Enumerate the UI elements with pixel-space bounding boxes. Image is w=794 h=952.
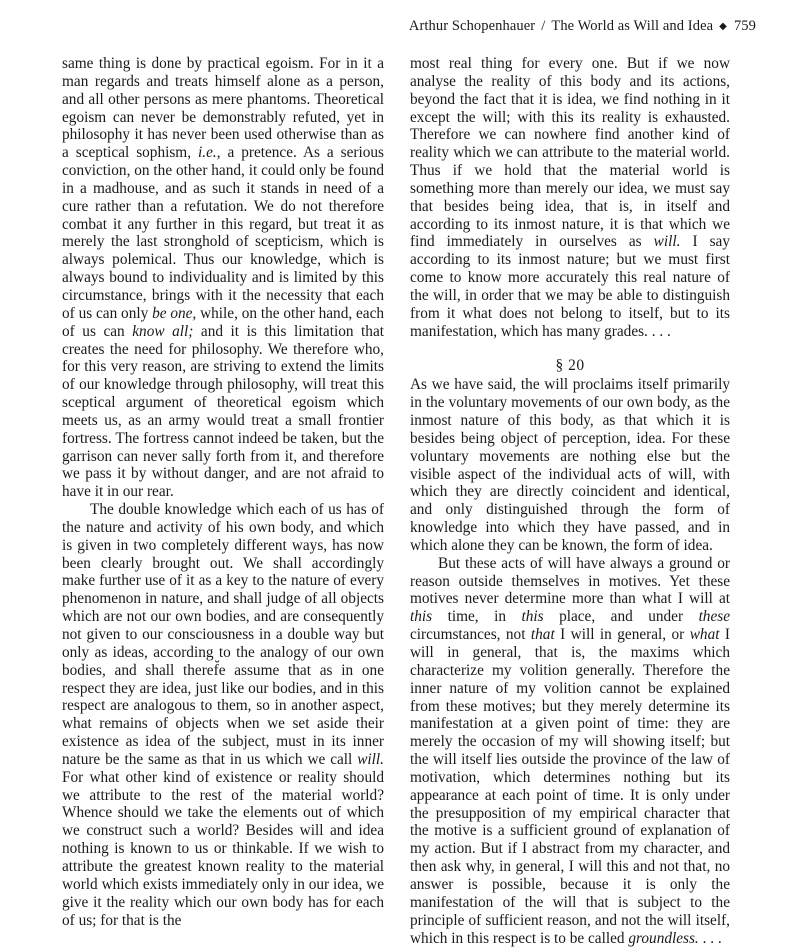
text-run: The double knowledge which each of us has of the nature and activity of his own body, and which is given in two completely different ways, has now been clearly brought out. We shall accordingly make further use of it as a key to the nature of every phenomenon in nature, and shall judge of all objects which are not our own bodies, and are consequently not given to our consciousness in a double way but only as ideas, according to the analogy of our own bodies, and shall theref̆e assume that as in one respect they are idea, just like our bodies, and in this respect are analogous to them, so in another aspect, what remains of objects when we set aside their existence as idea of the subject, must in its inner nature be the same as that in us which we call — [62, 501, 384, 768]
running-head — [409, 18, 756, 35]
right-paragraph-2: As we have said, the will proclaims itself primarily in the voluntary movements of our own body, as the inmost nature of this body, as that which it is besides being object of perception, idea. For these voluntary movements are nothing else but the visible aspect of the individual acts of will, with which they are directly coincident and identical, and only distinguished through the form of knowledge into which they have passed, and in which alone they can be known, the form of idea. — [410, 376, 730, 554]
italic-run: groundless. — [628, 929, 699, 947]
right-column — [410, 55, 730, 947]
left-column — [62, 55, 384, 929]
header-book-title: The World as Will and Idea — [551, 18, 714, 34]
text-run: most real thing for every one. But if we now analyse the reality of this body and its actions, beyond the fact that it is idea, we find nothing in it except the will; with this its reality is exhausted. Therefore we can nowhere find another kind of reality which we can attribute to the material world. Thus if we hold that the material world is something more than merely our idea, we must say that besides being idea, that is, in itself and according to its inmost nature, it is that which we find immediately in ourselves as — [410, 55, 730, 251]
text-run: while, on the other hand, each of us can — [62, 304, 385, 340]
text-run: . . . — [698, 929, 722, 947]
italic-run: know all; — [132, 322, 194, 340]
right-paragraph-1 — [410, 55, 730, 341]
text-run: But these acts of will have always a ground or reason outside themselves in motives. Yet these motives never determine more than what I will at — [410, 554, 730, 608]
italic-run: these — [698, 608, 730, 626]
header-author: Arthur Schopenhauer — [408, 18, 536, 34]
text-run: I will in general, that is, the maxims which characterize my volition generally. Therefore the inner nature of my volition cannot be explained from these motives; but they merely determine its manifestation at a given point of time: they are merely the occasion of my will showing itself; but the will itself lies outside the province of the law of motivation, which determines nothing but its appearance at each point of time. It is only under the presupposition of my empirical character that the motive is a sufficient ground of explanation of my action. But if I abstract from my character, and then ask why, in general, I will this and not that, no answer is possible, because it is only the manifestation of the will that is subject to the principle of sufficient reason, and not the will itself, which in this respect is to be called — [410, 626, 731, 947]
text-run: I will in general, or — [554, 626, 690, 644]
italic-run: will. — [357, 750, 384, 768]
italic-run: that — [530, 626, 555, 644]
text-run: For what other kind of existence or reality should we attribute to the rest of the material world? Whence should we take the elements out of which we construct such a world? Besides will and idea nothing is known to us or thinkable. If we wish to attribute the greatest known reality to the material world which exists immediately only in our idea, we give it the reality which our own body has for each of us; for that is the — [62, 768, 384, 929]
section-heading: § 20 — [555, 356, 585, 374]
diamond-ornament-icon: ◆ — [719, 21, 727, 32]
italic-run: this — [521, 608, 544, 626]
left-paragraph-1 — [62, 55, 384, 501]
italic-run: what — [689, 626, 720, 644]
italic-run: this — [410, 608, 433, 626]
header-separator: / — [541, 18, 546, 34]
text-run: place, and under — [543, 608, 699, 626]
left-paragraph-2 — [62, 501, 384, 929]
text-run: a pretence. As a serious conviction, on the other hand, it could only be found in a madhouse, and as such it stands in need of a cure rather than a refutation. We do not therefore combat it any further in this regard, but treat it as merely the last stronghold of scepticism, which is always polemical. Thus our knowledge, which is always bound to individuality and is limited by this circumstance, brings with it the necessity that each of us can only — [62, 144, 384, 322]
italic-run: be one, — [152, 304, 197, 322]
text-run: same thing is done by practical egoism. For in it a man regards and treats himself alone as a person, and all other persons as mere phantoms. Theoretical egoism can never be demonstrably refuted, yet in philosophy it has never been used otherwise than as a sceptical sophism, — [62, 55, 384, 162]
text-run: time, in — [432, 608, 522, 626]
text-run: and it is this limitation that creates the need for philosophy. We therefore who, for this very reason, are striving to extend the limits of our knowledge through philosophy, will treat this sceptical argument of theoretical egoism which meets us, as an army would treat a small frontier fortress. The fortress cannot indeed be taken, but the garrison can never sally forth from it, and therefore we pass it by without danger, and are not afraid to have it in our rear. — [62, 322, 384, 501]
italic-run: i.e., — [198, 144, 221, 162]
right-paragraph-3 — [410, 555, 730, 948]
italic-run: will. — [653, 233, 681, 251]
page-number: 759 — [733, 18, 756, 34]
text-run: circumstances, not — [410, 626, 531, 644]
text-run: I say according to its inmost nature; but we must first come to know more accurately this real nature of the will, in order that we may be able to distinguish from it what does not belong to itself, but to its manifestation, which has many grades. . . . — [410, 233, 730, 340]
